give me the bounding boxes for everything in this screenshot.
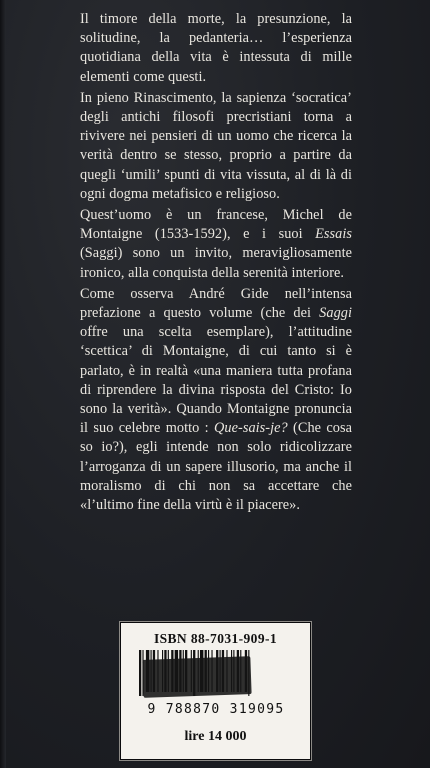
cover-spine-edge <box>0 0 6 768</box>
barcode-number: 9 788870 319095 <box>147 702 285 717</box>
blurb-italic-text: Que-sais-je? <box>214 420 288 437</box>
isbn-sticker <box>119 621 312 761</box>
blurb-paragraph <box>80 89 352 204</box>
blurb-paragraph <box>80 285 352 515</box>
blurb-text: offre una scelta esemplare), l’attitudine ‘scettica’ di Montaigne, di cui tanto si è parlato, è in realtà «una maniera tutta profana di riprendere la divina risposta del Cristo: Io sono la verità». Quando Montaigne pronuncia il suo celebre motto : <box>80 324 352 437</box>
price-label: lire 14 000 <box>184 729 247 744</box>
blurb-paragraph <box>80 10 352 87</box>
blurb-italic-text: Essais <box>315 226 352 243</box>
blurb-text: (Che cosa so io?), egli intende non solo ridicolizzare l’arroganza di un sapere illusorio, ma anche il moralismo di chi non sa accettare che «l’ultimo fine della virtù è il piacere». <box>80 420 352 514</box>
isbn-label: ISBN 88-7031-909-1 <box>153 631 278 646</box>
blurb-italic-text: Saggi <box>319 305 352 322</box>
barcode-bar <box>139 650 141 696</box>
blurb-text: Il timore della morte, la presunzione, la solitudine, la pedanteria… l’esperienza quotidiana della vita è intessuta di mille elementi come questi. <box>80 11 352 85</box>
back-cover-blurb <box>80 10 352 517</box>
blurb-text: In pieno Rinascimento, la sapienza ‘socratica’ degli antichi filosofi precristiani torna a rivivere nei pensieri di un uomo che ricerca la verità dentro se stesso, proprio a partire da quegli ‘umili’ spunti di vita vissuta, al di là di ogni dogma metafisico e religioso. <box>80 89 352 202</box>
blurb-text: (Saggi) sono un invito, meravigliosamente ironico, alla conquista della serenità interiore. <box>80 245 352 281</box>
marker-scribble <box>142 656 251 698</box>
blurb-text: Come osserva André Gide nell’intensa prefazione a questo volume (che dei <box>80 285 352 322</box>
blurb-text: Quest’uomo è un francese, Michel de Montaigne (1533-1592), e i suoi <box>80 207 352 243</box>
blurb-paragraph <box>80 206 352 283</box>
